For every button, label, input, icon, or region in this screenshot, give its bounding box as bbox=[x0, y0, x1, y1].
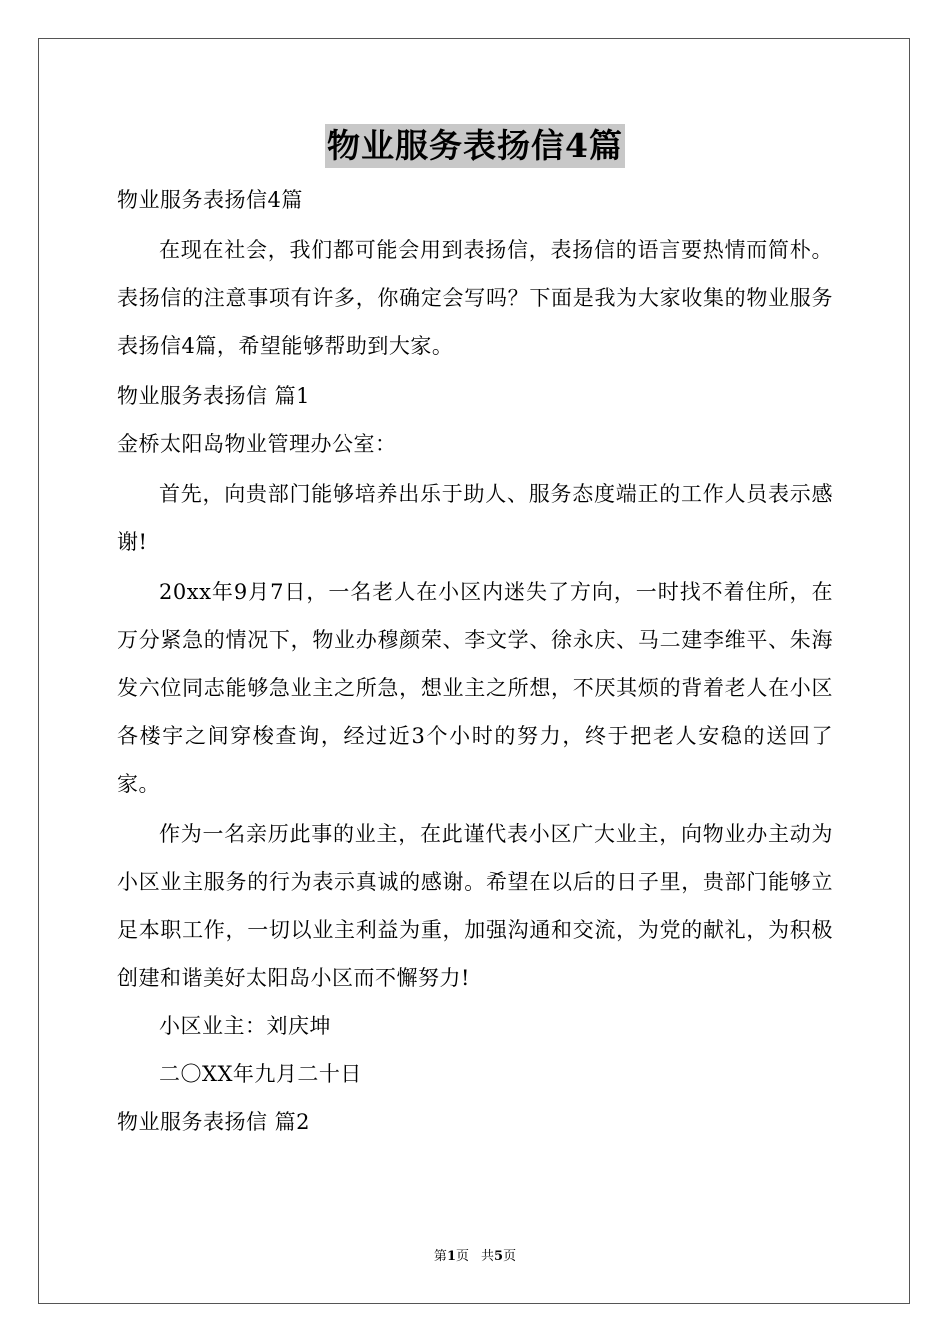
document-body bbox=[117, 176, 833, 1146]
total-suffix: 页 bbox=[503, 1249, 517, 1264]
total-page-number: 5 bbox=[494, 1249, 504, 1264]
paragraph: 首先，向贵部门能够培养出乐于助人、服务态度端正的工作人员表示感谢! bbox=[117, 482, 833, 554]
section-heading: 物业服务表扬信 篇2 bbox=[117, 1110, 311, 1134]
page-suffix: 页 bbox=[455, 1249, 469, 1264]
section-heading: 物业服务表扬信 篇1 bbox=[117, 384, 311, 408]
title-container bbox=[0, 124, 950, 168]
signature: 小区业主：刘庆坤 bbox=[159, 1014, 331, 1038]
salutation: 金桥太阳岛物业管理办公室： bbox=[117, 432, 397, 456]
paragraph: 作为一名亲历此事的业主，在此谨代表小区广大业主，向物业办主动为小区业主服务的行为表示真诚的感谢。希望在以后的日子里，贵部门能够立足本职工作，一切以业主利益为重，加强沟通和交流，为党的献礼，为积极创建和谐美好太阳岛小区而不懈努力! bbox=[117, 822, 833, 990]
page-prefix: 第 bbox=[433, 1249, 447, 1264]
paragraph: 20xx年9月7日，一名老人在小区内迷失了方向，一时找不着住所，在万分紧急的情况下，物业办穆颜荣、李文学、徐永庆、马二建李维平、朱海发六位同志能够急业主之所急，想业主之所想，不厌其烦的背着老人在小区各楼宇之间穿梭查询，经过近3个小时的努力，终于把老人安稳的送回了家。 bbox=[117, 580, 833, 796]
paragraph: 物业服务表扬信4篇 bbox=[117, 188, 303, 212]
document-title: 物业服务表扬信4篇 bbox=[325, 124, 625, 168]
date-line: 二〇XX年九月二十日 bbox=[159, 1062, 362, 1086]
total-prefix: 共 bbox=[481, 1249, 495, 1264]
page-footer bbox=[0, 1248, 950, 1266]
paragraph: 在现在社会，我们都可能会用到表扬信，表扬信的语言要热情而简朴。表扬信的注意事项有许多，你确定会写吗？下面是我为大家收集的物业服务表扬信4篇，希望能够帮助到大家。 bbox=[117, 238, 833, 358]
current-page-number: 1 bbox=[446, 1249, 456, 1264]
